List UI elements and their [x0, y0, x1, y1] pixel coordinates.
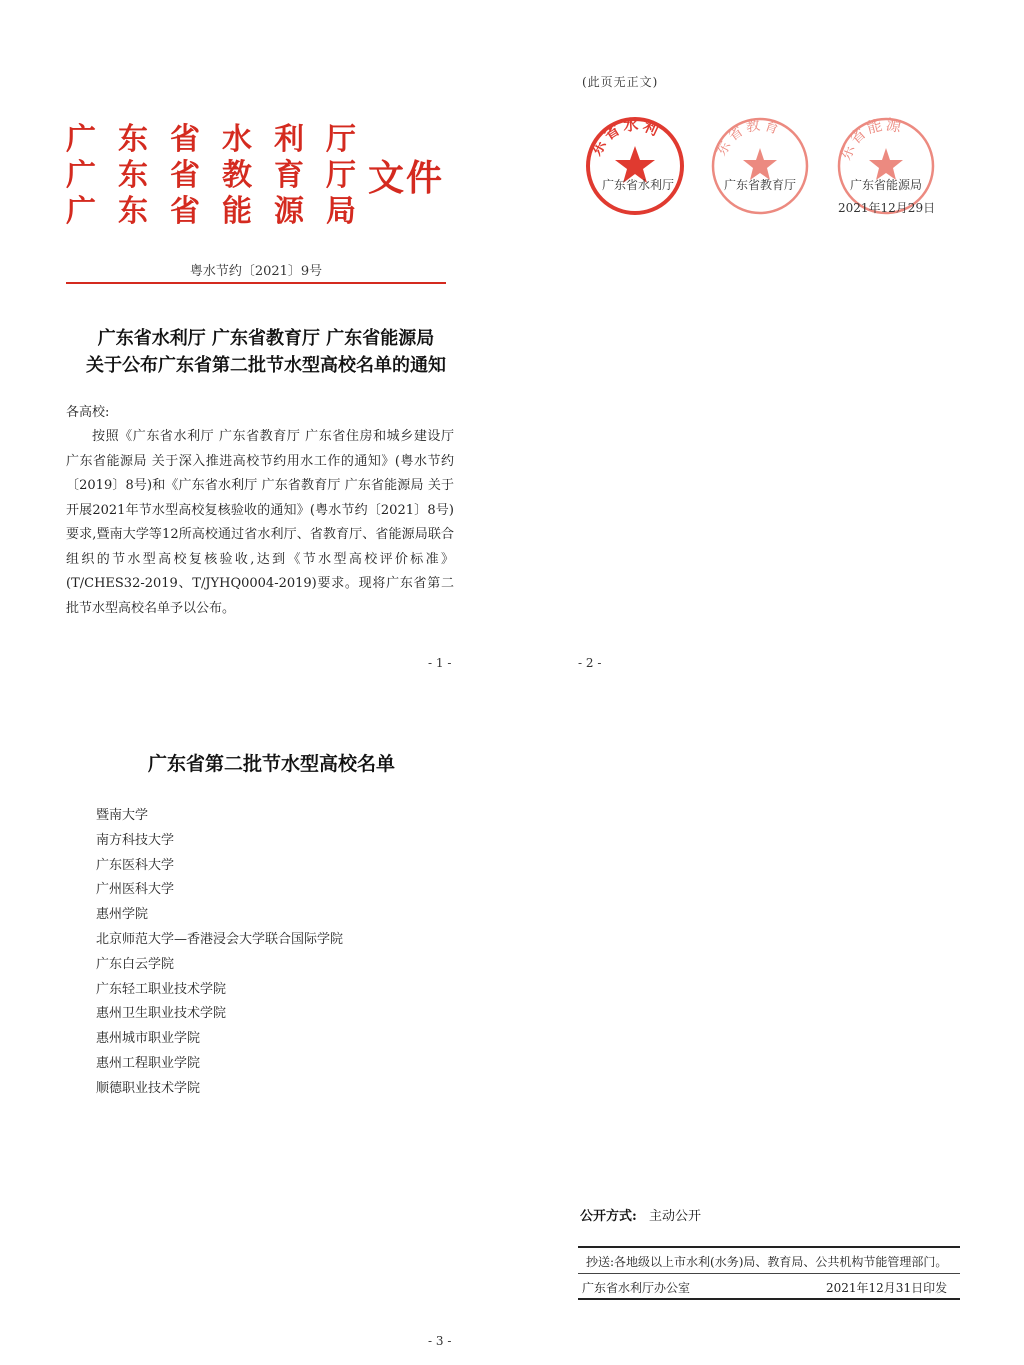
footer-rule-middle — [578, 1273, 960, 1274]
header-org-education: 广东省教育厅 — [66, 158, 378, 193]
svg-text:东省教育 — [714, 116, 785, 158]
seal-education — [710, 112, 810, 222]
list-item: 惠州卫生职业技术学院 — [96, 1006, 227, 1022]
list-item: 惠州学院 — [96, 907, 149, 923]
publicity-label: 公开方式: — [580, 1209, 637, 1224]
list-item: 广东轻工职业技术学院 — [96, 981, 227, 997]
seal-water-resources-icon — [585, 112, 685, 222]
seal-2-label: 广东省教育厅 — [724, 178, 797, 192]
svg-text:东省水利 — [587, 116, 664, 159]
issue-date: 2021年12月31日印发 — [826, 1281, 948, 1295]
cc-recipients: 抄送:各地级以上市水利(水务)局、教育局、公共机构节能管理部门。 — [586, 1255, 948, 1269]
seal-1-arc-text: 东省水利 — [586, 115, 665, 159]
notice-title-line2: 关于公布广东省第二批节水型高校名单的通知 — [86, 355, 446, 376]
publicity-method — [580, 1205, 701, 1224]
no-text-note: (此页无正文) — [582, 75, 659, 89]
list-item: 顺德职业技术学院 — [96, 1080, 201, 1096]
seal-1-label: 广东省水利厅 — [602, 178, 675, 192]
seal-3-arc-text: 东省能源 — [836, 115, 905, 163]
header-divider — [66, 282, 446, 284]
seal-education-icon — [710, 112, 810, 222]
list-item: 惠州城市职业学院 — [96, 1031, 201, 1047]
footer-rule-bottom — [578, 1298, 960, 1300]
footer-rule-top — [578, 1246, 960, 1248]
school-list-title: 广东省第二批节水型高校名单 — [148, 753, 396, 775]
list-item: 广州医科大学 — [96, 882, 175, 898]
list-item: 广东医科大学 — [96, 857, 175, 873]
header-org-energy: 广东省能源局 — [66, 194, 378, 229]
notice-body-paragraph: 按照《广东省水利厅 广东省教育厅 广东省住房和城乡建设厅 广东省能源局 关于深入推进高校节约用水工作的通知》(粤水节约〔2019〕8号)和《广东省水利厅 广东省教育厅 广东省能源局 关于开展2021年节水型高校复核验收的通知》(粤水节约〔2021〕8号)要求,暨南大学等12所高校通过省水利厅、省教育厅、省能源局联合组织的节水型高校复核验收,达到《节水型高校评价标准》(T/CHES32-2019、T/JYHQ0004-2019)要求。现将广东省第二批节水型高校名单予以公布。 — [66, 429, 454, 616]
page-number-3: - 3 - — [428, 1334, 452, 1348]
list-item: 广东白云学院 — [96, 956, 175, 972]
list-item: 北京师范大学—香港浸会大学联合国际学院 — [96, 931, 344, 947]
page-number-1: - 1 - — [428, 656, 452, 670]
list-item: 南方科技大学 — [96, 832, 175, 848]
header-suffix: 文件 — [368, 157, 445, 199]
school-list — [96, 804, 343, 1102]
page-number-2: - 2 - — [578, 656, 602, 670]
notice-body — [66, 425, 454, 621]
list-item: 惠州工程职业学院 — [96, 1055, 201, 1071]
seal-water-resources — [585, 112, 685, 222]
signing-date: 2021年12月29日 — [838, 201, 936, 215]
list-item: 暨南大学 — [96, 808, 149, 823]
header-org-water: 广东省水利厅 — [66, 122, 378, 157]
document-number: 粤水节约〔2021〕9号 — [189, 264, 323, 279]
publicity-value: 主动公开 — [648, 1209, 701, 1224]
notice-title-line1: 广东省水利厅 广东省教育厅 广东省能源局 — [97, 328, 435, 349]
issuing-office: 广东省水利厅办公室 — [582, 1281, 691, 1295]
seal-3-label: 广东省能源局 — [850, 178, 923, 192]
seal-2-arc-text: 东省教育 — [713, 117, 784, 159]
salutation: 各高校: — [66, 405, 110, 420]
